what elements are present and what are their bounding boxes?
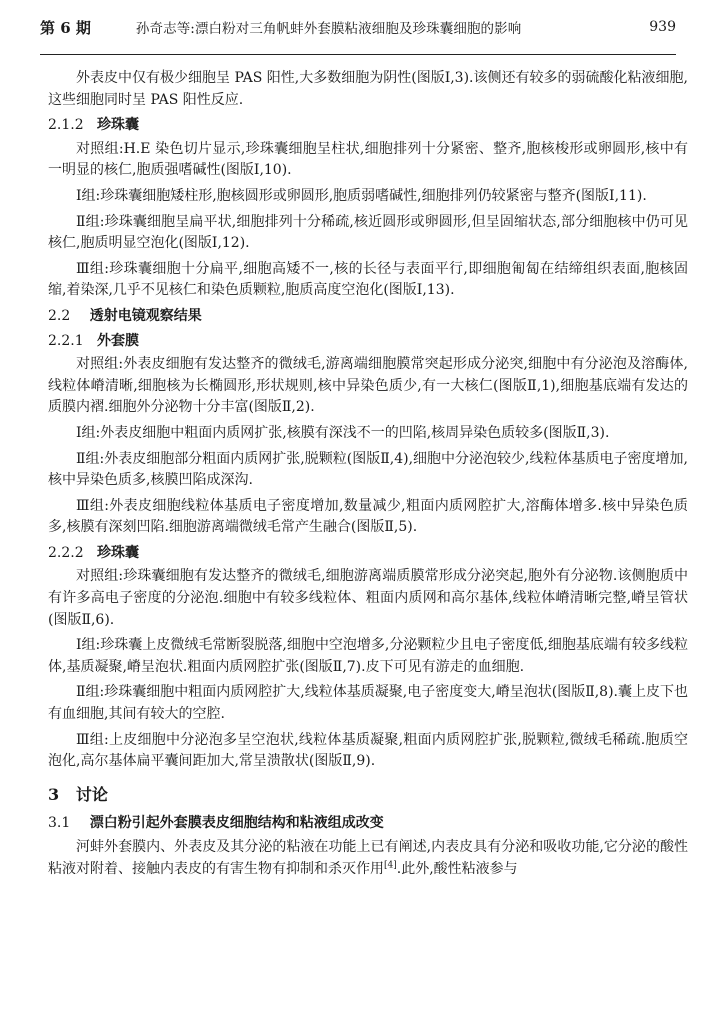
section-heading-3 <box>48 783 688 807</box>
body-paragraph: Ⅱ组:珍珠囊细胞呈扁平状,细胞排列十分稀疏,核近圆形或卵圆形,但呈固缩状态,部分细胞核中仍可见核仁,胞质明显空泡化(图版Ⅰ,12). <box>48 213 688 252</box>
section-label: 讨论 <box>75 784 108 804</box>
section-heading-2-2 <box>48 306 688 328</box>
body-paragraph: 外表皮中仅有极少细胞呈 PAS 阳性,大多数细胞为阴性(图版Ⅰ,3).该侧还有较多的弱硫酸化粘液细胞,这些细胞同时呈 PAS 阳性反应. <box>48 70 688 108</box>
citation-ref[interactable]: [4] <box>384 860 397 871</box>
section-number: 3.1 <box>48 814 71 831</box>
body-paragraph: Ⅲ组:外表皮细胞线粒体基质电子密度增加,数量减少,粗面内质网腔扩大,溶酶体增多.核中异染色质多,核膜有深刻凹陷.细胞游离端微绒毛常产生融合(图版Ⅱ,5). <box>48 497 688 536</box>
body-paragraph: Ⅰ组:外表皮细胞中粗面内质网扩张,核膜有深浅不一的凹陷,核周异染色质较多(图版Ⅱ,3). <box>76 424 610 441</box>
header-rule <box>40 54 676 55</box>
page-number: 939 <box>649 19 676 35</box>
body-paragraph: Ⅱ组:外表皮细胞部分粗面内质网扩张,脱颗粒(图版Ⅱ,4),细胞中分泌泡较少,线粒体基质电子密度增加,核中异染色质多,核膜凹陷成深沟. <box>48 450 688 489</box>
body-paragraph: Ⅱ组:珍珠囊细胞中粗面内质网腔扩大,线粒体基质凝聚,电子密度变大,嵴呈泡状(图版Ⅱ,8).囊上皮下也有血细胞,其间有较大的空腔. <box>48 684 688 723</box>
section-number: 2.2 <box>48 307 71 324</box>
section-label: 珍珠囊 <box>96 544 139 561</box>
section-number: 3 <box>48 784 60 804</box>
body-paragraph: 对照组:H.E 染色切片显示,珍珠囊细胞呈柱状,细胞排列十分紧密、整齐,胞核梭形或卵圆形,核中有一明显的核仁,胞质强嗜碱性(图版Ⅰ,10). <box>48 140 688 179</box>
body-paragraph <box>48 837 688 880</box>
section-label: 外套膜 <box>96 332 139 349</box>
section-heading-2-2-2 <box>48 543 688 565</box>
paragraph-text: 河蚌外套膜内、外表皮及其分泌的粘液在功能上已有阐述,内表皮具有分泌和吸收功能,它分泌的酸性粘液对附着、接触内表皮的有害生物有抑制和杀灭作用 <box>48 839 688 877</box>
section-label: 珍珠囊 <box>96 117 139 134</box>
body-paragraph: 对照组:外表皮细胞有发达整齐的微绒毛,游离端细胞膜常突起形成分泌突,细胞中有分泌泡及溶酶体,线粒体嵴清晰,细胞核为长椭圆形,形状规则,核中异染色质少,有一大核仁(图版Ⅱ,1),细胞基底端有发达的质膜内褶.细胞外分泌物十分丰富(图版Ⅱ,2). <box>48 356 688 416</box>
section-heading-3-1 <box>48 813 688 835</box>
section-label: 透射电镜观察结果 <box>89 307 202 324</box>
body-paragraph: Ⅰ组:珍珠囊细胞矮柱形,胞核圆形或卵圆形,胞质弱嗜碱性,细胞排列仍较紧密与整齐(图版Ⅰ,11). <box>76 187 647 204</box>
body-paragraph: Ⅰ组:珍珠囊上皮微绒毛常断裂脱落,细胞中空泡增多,分泌颗粒少且电子密度低,细胞基底端有较多线粒体,基质凝聚,嵴呈泡状.粗面内质网腔扩张(图版Ⅱ,7).皮下可见有游走的血细胞. <box>48 637 688 675</box>
section-number: 2.2.2 <box>48 544 84 561</box>
running-header <box>40 2 676 52</box>
section-label: 漂白粉引起外套膜表皮细胞结构和粘液组成改变 <box>89 814 384 831</box>
section-heading-2-1-2 <box>48 115 688 137</box>
section-number: 2.2.1 <box>48 332 84 349</box>
body-paragraph: Ⅲ组:上皮细胞中分泌泡多呈空泡状,线粒体基质凝聚,粗面内质网腔扩张,脱颗粒,微绒毛稀疏.胞质空泡化,高尔基体扁平囊间距加大,常呈溃散状(图版Ⅱ,9). <box>48 731 688 770</box>
body-paragraph: 对照组:珍珠囊细胞有发达整齐的微绒毛,细胞游离端质膜常形成分泌突起,胞外有分泌物.该侧胞质中有许多高电子密度的分泌泡.细胞中有较多线粒体、粗面内质网和高尔基体,线粒体嵴清晰完整,嵴呈管状(图版Ⅱ,6). <box>48 568 688 628</box>
section-number: 2.1.2 <box>48 117 84 134</box>
section-heading-2-2-1 <box>48 331 688 353</box>
article-body <box>48 68 688 885</box>
journal-issue: 第 6 期 <box>40 18 91 37</box>
paragraph-text: .此外,酸性粘液参与 <box>396 861 518 877</box>
running-title: 孙奇志等:漂白粉对三角帆蚌外套膜粘液细胞及珍珠囊细胞的影响 <box>135 21 522 37</box>
body-paragraph: Ⅲ组:珍珠囊细胞十分扁平,细胞高矮不一,核的长径与表面平行,即细胞匍匐在结缔组织表面,胞核固缩,着染深,几乎不见核仁和染色质颗粒,胞质高度空泡化(图版Ⅰ,13). <box>48 260 688 299</box>
